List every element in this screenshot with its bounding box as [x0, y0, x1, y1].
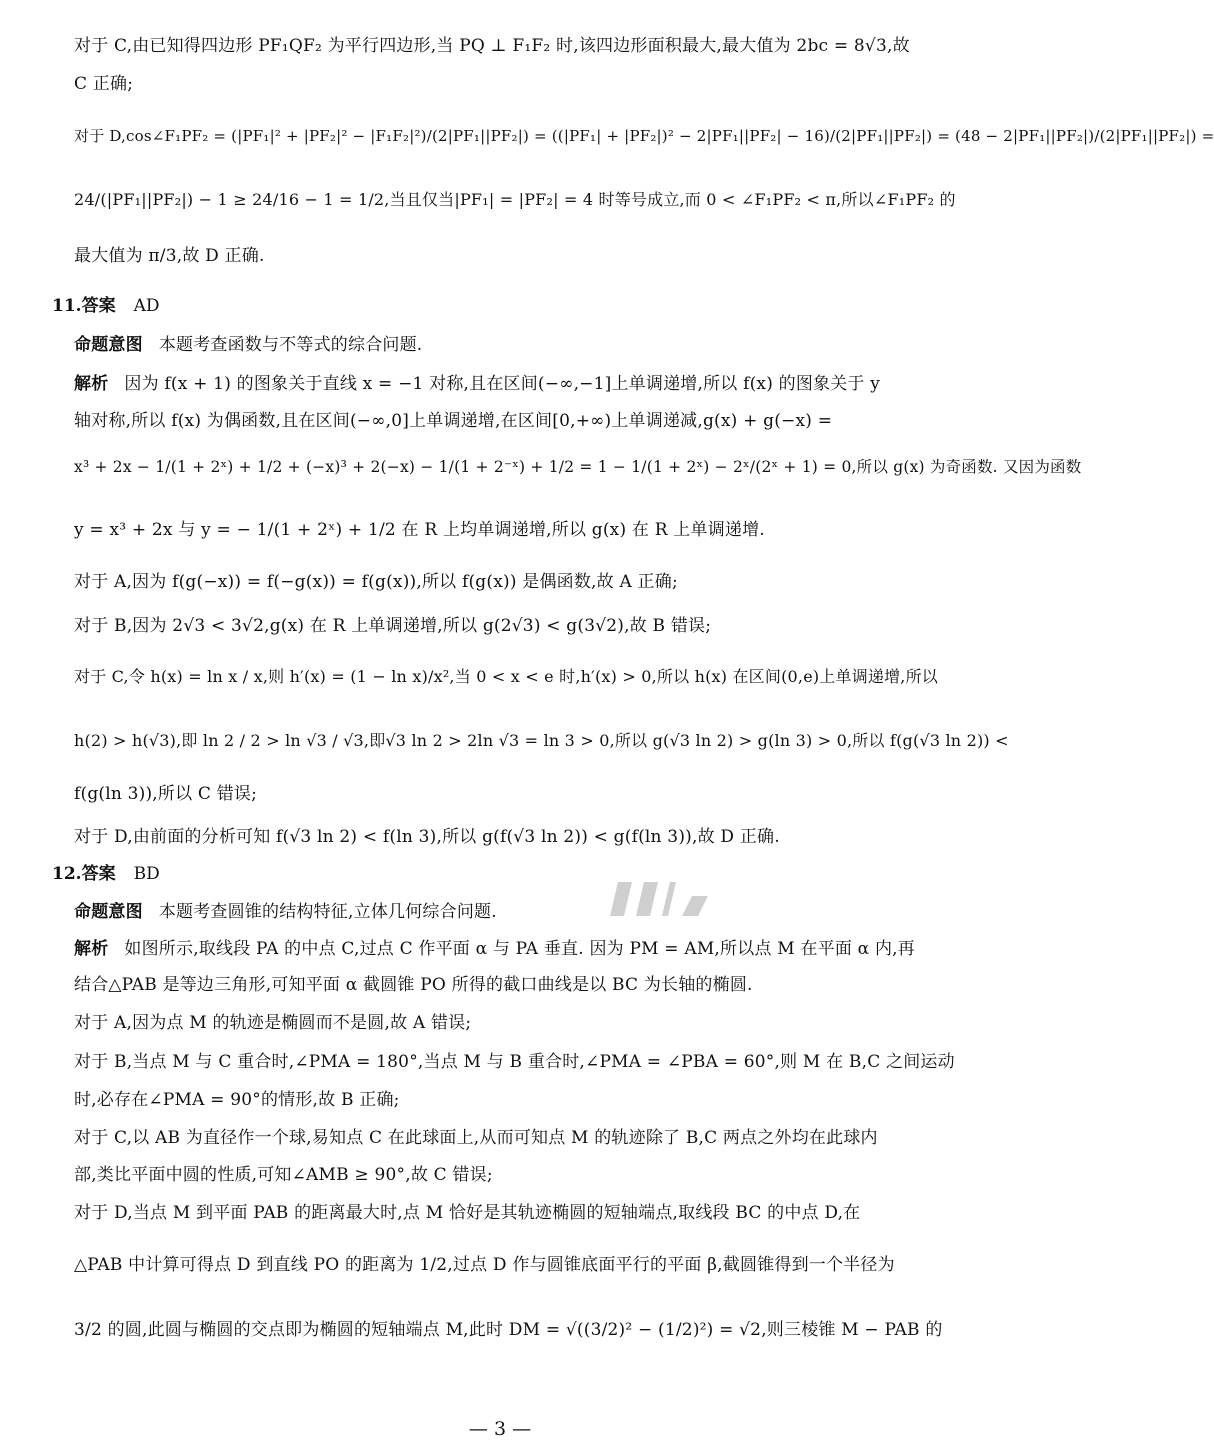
q11-line: 对于 D,由前面的分析可知 f(√3 ln 2) < f(ln 3),所以 g(f(√3 ln 2)) < g(f(ln 3)),故 D 正确. — [74, 827, 780, 847]
q12-line: 对于 D,当点 M 到平面 PAB 的距离最大时,点 M 恰好是其轨迹椭圆的短轴端点,取线段 BC 的中点 D,在 — [74, 1203, 861, 1223]
q12-answer-label: 答案 — [81, 864, 116, 884]
q12-line: 对于 A,因为点 M 的轨迹是椭圆而不是圆,故 A 错误; — [74, 1013, 472, 1033]
q12-analysis-text: 如图所示,取线段 PA 的中点 C,过点 C 作平面 α 与 PA 垂直. 因为 PM = AM,所以点 M 在平面 α 内,再 — [124, 939, 915, 959]
q12-analysis-line — [74, 937, 944, 961]
q11-intent — [74, 333, 944, 357]
q11-intent-label: 命题意图 — [74, 335, 143, 355]
q11-answer-heading — [52, 294, 160, 318]
q11-line: f(g(ln 3)),所以 C 错误; — [74, 784, 258, 804]
q12-answer-heading — [52, 862, 160, 886]
q11-line: 对于 C,令 h(x) = ln x / x,则 h′(x) = (1 − ln x)/x²,当 0 < x < e 时,h′(x) > 0,所以 h(x) 在区间(0,e)上单调递增,所以 — [74, 667, 938, 686]
q10-line-d-conclusion: 最大值为 π/3,故 D 正确. — [74, 246, 265, 266]
watermark-logo — [602, 882, 714, 916]
q10-line-c: 对于 C,由已知得四边形 PF₁QF₂ 为平行四边形,当 PQ ⊥ F₁F₂ 时,该四边形面积最大,最大值为 2bc = 8√3,故 — [74, 36, 910, 56]
q12-line: 结合△PAB 是等边三角形,可知平面 α 截圆锥 PO 所得的截口曲线是以 BC 为长轴的椭圆. — [74, 975, 753, 995]
q11-analysis-line — [74, 372, 944, 396]
q12-line: 3/2 的圆,此圆与椭圆的交点即为椭圆的短轴端点 M,此时 DM = √((3/2)² − (1/2)²) = √2,则三棱锥 M − PAB 的 — [74, 1320, 943, 1340]
q11-line: x³ + 2x − 1/(1 + 2ˣ) + 1/2 + (−x)³ + 2(−x) − 1/(1 + 2⁻ˣ) + 1/2 = 1 − 1/(1 + 2ˣ) − 2ˣ/(2ˣ + 1) = 0,所以 g(x) 为奇函数. 又因为函数 — [74, 458, 1082, 476]
q11-number: 11. — [52, 296, 82, 316]
q11-line: 轴对称,所以 f(x) 为偶函数,且在区间(−∞,0]上单调递增,在区间[0,+∞)上单调递减,g(x) + g(−x) = — [74, 411, 833, 431]
q10-line-c-end: C 正确; — [74, 74, 134, 94]
q12-line: 对于 B,当点 M 与 C 重合时,∠PMA = 180°,当点 M 与 B 重合时,∠PMA = ∠PBA = 60°,则 M 在 B,C 之间运动 — [74, 1052, 955, 1072]
q11-line: y = x³ + 2x 与 y = − 1/(1 + 2ˣ) + 1/2 在 R 上均单调递增,所以 g(x) 在 R 上单调递增. — [74, 520, 765, 540]
q11-analysis-label: 解析 — [74, 374, 109, 394]
q12-intent-text: 本题考查圆锥的结构特征,立体几何综合问题. — [158, 902, 497, 922]
q11-answer-value: AD — [133, 296, 160, 316]
q12-analysis-label: 解析 — [74, 939, 109, 959]
q11-analysis-text: 因为 f(x + 1) 的图象关于直线 x = −1 对称,且在区间(−∞,−1]上单调递增,所以 f(x) 的图象关于 y — [124, 374, 881, 394]
q12-intent-label: 命题意图 — [74, 902, 143, 922]
q12-line: 对于 C,以 AB 为直径作一个球,易知点 C 在此球面上,从而可知点 M 的轨迹除了 B,C 两点之外均在此球内 — [74, 1128, 878, 1148]
q10-line-d-formula: 对于 D,cos∠F₁PF₂ = (|PF₁|² + |PF₂|² − |F₁F₂|²)/(2|PF₁||PF₂|) = ((|PF₁| + |PF₂|)² − 2|PF₁||PF₂| − 16)/(2|PF₁||PF₂|) = (48 − 2|PF₁||PF₂|)/(2|PF₁||PF₂|) = — [74, 127, 1214, 145]
q11-answer-label: 答案 — [81, 296, 116, 316]
q12-line: △PAB 中计算可得点 D 到直线 PO 的距离为 1/2,过点 D 作与圆锥底面平行的平面 β,截圆锥得到一个半径为 — [74, 1255, 895, 1275]
q12-line: 时,必存在∠PMA = 90°的情形,故 B 正确; — [74, 1090, 400, 1110]
q12-answer-value: BD — [133, 864, 160, 884]
q10-line-d-inequality: 24/(|PF₁||PF₂|) − 1 ≥ 24/16 − 1 = 1/2,当且仅当|PF₁| = |PF₂| = 4 时等号成立,而 0 < ∠F₁PF₂ < π,所以∠F₁PF₂ 的 — [74, 190, 956, 209]
q11-line: 对于 B,因为 2√3 < 3√2,g(x) 在 R 上单调递增,所以 g(2√3) < g(3√2),故 B 错误; — [74, 616, 712, 636]
page-number: — 3 — — [468, 1418, 532, 1440]
q12-intent — [74, 900, 944, 924]
q12-number: 12. — [52, 864, 82, 884]
q11-line: h(2) > h(√3),即 ln 2 / 2 > ln √3 / √3,即√3 ln 2 > 2ln √3 = ln 3 > 0,所以 g(√3 ln 2) > g(ln 3) > 0,所以 f(g(√3 ln 2)) < — [74, 731, 1009, 750]
q12-line: 部,类比平面中圆的性质,可知∠AMB ≥ 90°,故 C 错误; — [74, 1165, 493, 1185]
q11-line: 对于 A,因为 f(g(−x)) = f(−g(x)) = f(g(x)),所以 f(g(x)) 是偶函数,故 A 正确; — [74, 572, 678, 592]
q11-intent-text: 本题考查函数与不等式的综合问题. — [158, 335, 423, 355]
